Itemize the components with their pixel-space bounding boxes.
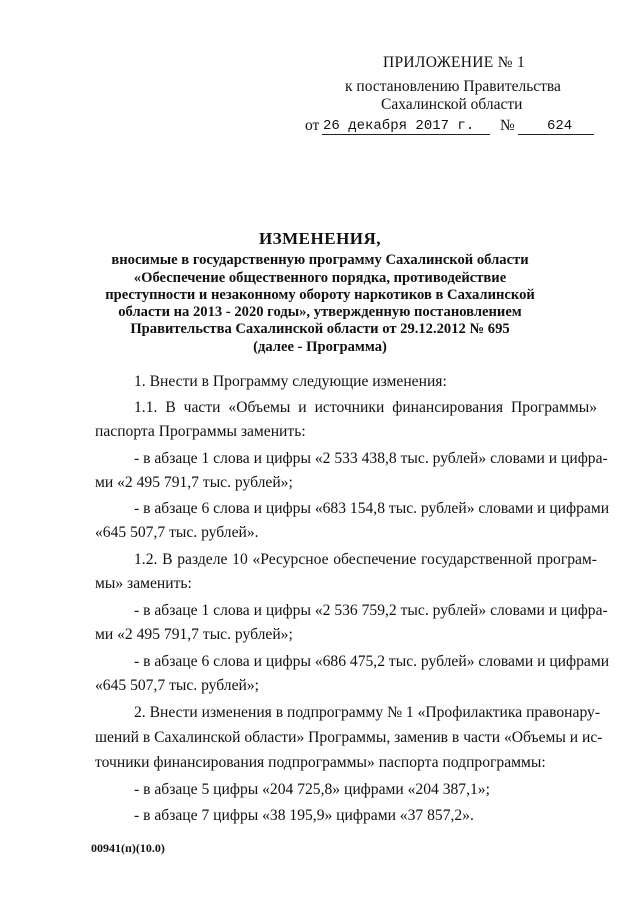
title-line: вносимые в государственную программу Сахалинской области [111, 252, 529, 268]
body-line: 1. Внести в Программу следующие изменения: [134, 373, 447, 390]
date-underline [322, 134, 490, 135]
title-line: Правительства Сахалинской области от 29.12.2012 № 695 [130, 321, 510, 337]
body-line: - в абзаце 7 цифры «38 195,9» цифрами «37 857,2». [134, 807, 474, 824]
body-line: «645 507,7 тыс. рублей». [95, 524, 259, 541]
body-line: 1.2. В разделе 10 «Ресурсное обеспечение государственной програм- [134, 551, 597, 568]
body-line: паспорта Программы заменить: [95, 423, 306, 440]
title-line: «Обеспечение общественного порядка, противодействие [133, 270, 507, 286]
body-line: - в абзаце 1 слова и цифры «2 533 438,8 тыс. рублей» словами и цифра- [134, 450, 608, 467]
date-prefix: от [305, 117, 320, 134]
decree-number: 624 [547, 118, 573, 134]
body-line: - в абзаце 1 слова и цифры «2 536 759,2 тыс. рублей» словами и цифра- [134, 602, 608, 619]
title-line: области на 2013 - 2020 годы», утвержденную постановлением [118, 304, 522, 320]
appendix-label: ПРИЛОЖЕНИЕ № 1 [383, 54, 526, 71]
body-line: ми «2 495 791,7 тыс. рублей»; [95, 626, 293, 643]
body-line: точники финансирования подпрограммы» паспорта подпрограммы: [95, 754, 546, 771]
body-line: - в абзаце 6 слова и цифры «683 154,8 тыс. рублей» словами и цифрами [134, 500, 610, 517]
decree-date: 26 декабря 2017 г. [323, 118, 475, 134]
decree-line-2: Сахалинской области [381, 96, 523, 113]
document-title: ИЗМЕНЕНИЯ, [258, 229, 382, 248]
decree-line-1: к постановлению Правительства [345, 78, 561, 95]
body-line: - в абзаце 6 слова и цифры «686 475,2 тыс. рублей» словами и цифрами [134, 653, 610, 670]
title-line: (далее - Программа) [253, 339, 387, 355]
body-line: - в абзаце 5 цифры «204 725,8» цифрами «204 387,1»; [134, 781, 490, 798]
body-line: «645 507,7 тыс. рублей»; [95, 677, 259, 694]
number-underline [518, 134, 594, 135]
body-line: 2. Внести изменения в подпрограмму № 1 «Профилактика правонару- [134, 704, 601, 721]
number-sign: № [500, 117, 515, 134]
document-code: 00941(п)(10.0) [91, 841, 165, 855]
body-line: ми «2 495 791,7 тыс. рублей»; [95, 474, 293, 491]
body-line: мы» заменить: [95, 575, 192, 592]
body-line: 1.1. В части «Объемы и источники финансирования Программы» [134, 399, 597, 416]
body-line: шений в Сахалинской области» Программы, заменив в части «Объемы и ис- [95, 729, 603, 746]
title-line: преступности и незаконному обороту наркотиков в Сахалинской [105, 287, 535, 303]
